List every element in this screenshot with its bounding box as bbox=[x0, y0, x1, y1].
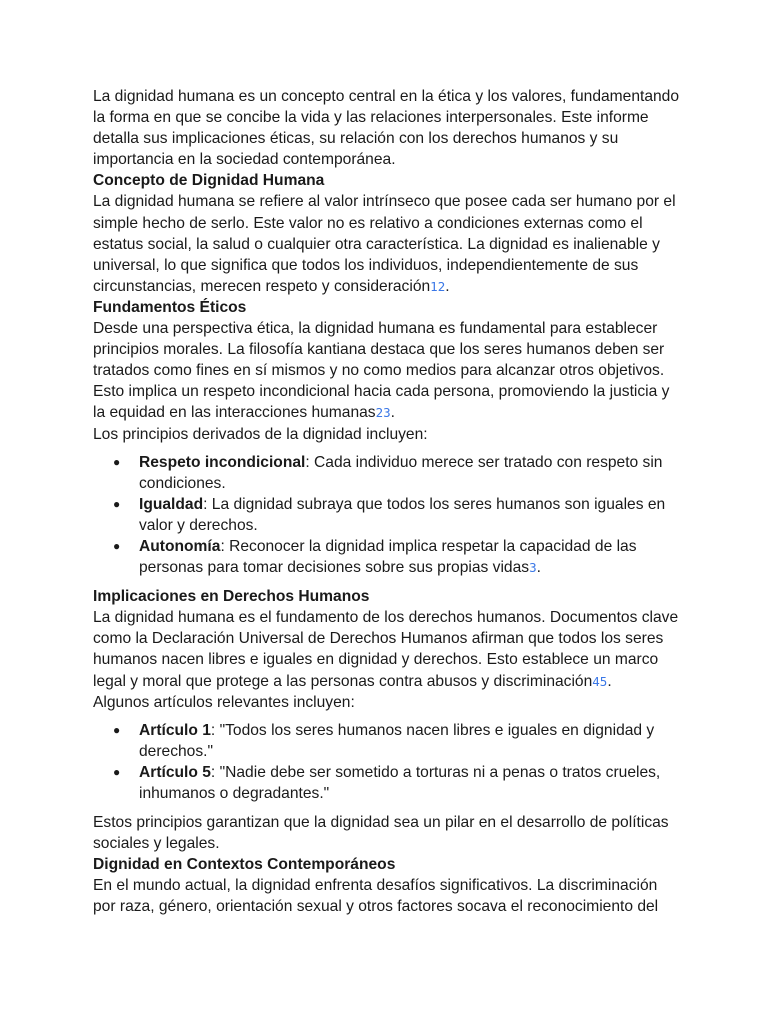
principles-list bbox=[93, 452, 683, 579]
concept-text: La dignidad humana se refiere al valor intrínseco que posee cada ser humano por el simple hecho de serlo. Este valor no es relativo a condiciones externas como el estatus social, la salud o cualquier otra característica. La dignidad es inalienable y universal, lo que significa que todos los individuos, independientemente de sus circunstancias, merecen respeto y consideración bbox=[93, 193, 676, 295]
rights-closing: Estos principios garantizan que la dignidad sea un pilar en el desarrollo de políticas sociales y legales. bbox=[93, 814, 669, 853]
citation-link[interactable]: 12 bbox=[430, 278, 446, 294]
list-item-term: Artículo 5 bbox=[139, 763, 211, 781]
list-item bbox=[93, 720, 683, 762]
list-item-term: Respeto incondicional bbox=[139, 453, 306, 471]
ethics-paragraph bbox=[93, 318, 683, 423]
heading-rights: Implicaciones en Derechos Humanos bbox=[93, 588, 370, 606]
ethics-list-intro: Los principios derivados de la dignidad incluyen: bbox=[93, 425, 428, 443]
concept-paragraph bbox=[93, 191, 683, 296]
list-item-desc: : "Nadie debe ser sometido a torturas ni a penas o tratos crueles, inhumanos o degradantes." bbox=[139, 763, 661, 802]
citation-link[interactable]: 3 bbox=[529, 560, 537, 576]
intro-paragraph: La dignidad humana es un concepto central en la ética y los valores, fundamentando la forma en que se concibe la vida y las relaciones interpersonales. Este informe detalla sus implicaciones éticas, su relación con los derechos humanos y su importancia en la sociedad contemporánea. bbox=[93, 88, 680, 169]
rights-paragraph bbox=[93, 607, 683, 691]
list-item bbox=[93, 536, 683, 578]
rights-text: La dignidad humana es el fundamento de los derechos humanos. Documentos clave como la Declaración Universal de Derechos Humanos afirman que todos los seres humanos nacen libres e iguales en dignidad y derechos. Esto establece un marco legal y moral que protege a las personas contra abusos y discriminación bbox=[93, 609, 679, 690]
ethics-text: Desde una perspectiva ética, la dignidad humana es fundamental para establecer principios morales. La filosofía kantiana destaca que los seres humanos deben ser tratados como fines en sí mismos y no como medios para alcanzar otros objetivos. Esto implica un respeto incondicional hacia cada persona, promoviendo la justicia y la equidad en las interacciones humanas bbox=[93, 320, 670, 422]
list-item-term: Igualdad bbox=[139, 495, 204, 513]
list-item bbox=[93, 762, 683, 804]
document-page bbox=[93, 86, 683, 918]
heading-contemporary: Dignidad en Contextos Contemporáneos bbox=[93, 856, 396, 874]
rights-list-intro: Algunos artículos relevantes incluyen: bbox=[93, 693, 355, 711]
list-item-end: . bbox=[536, 559, 541, 577]
articles-list bbox=[93, 720, 683, 804]
list-item-term: Artículo 1 bbox=[139, 721, 211, 739]
ethics-end: . bbox=[390, 404, 396, 422]
list-item-term: Autonomía bbox=[139, 537, 221, 555]
list-item-desc: : Cada individuo merece ser tratado con respeto sin condiciones. bbox=[139, 453, 663, 492]
citation-link[interactable]: 45 bbox=[592, 673, 608, 689]
heading-ethics: Fundamentos Éticos bbox=[93, 298, 247, 316]
contemporary-paragraph: En el mundo actual, la dignidad enfrenta desafíos significativos. La discriminación por raza, género, orientación sexual y otros factores socava el reconocimiento del bbox=[93, 877, 659, 916]
concept-end: . bbox=[445, 277, 450, 295]
citation-link[interactable]: 23 bbox=[375, 405, 391, 421]
list-item-desc: : Reconocer la dignidad implica respetar la capacidad de las personas para tomar decisiones sobre sus propias vidas bbox=[139, 537, 637, 577]
list-item-desc: : "Todos los seres humanos nacen libres e iguales en dignidad y derechos." bbox=[139, 721, 655, 760]
heading-concept: Concepto de Dignidad Humana bbox=[93, 172, 325, 190]
list-item bbox=[93, 452, 683, 494]
rights-end: . bbox=[607, 672, 612, 690]
list-item bbox=[93, 494, 683, 536]
list-item-desc: : La dignidad subraya que todos los seres humanos son iguales en valor y derechos. bbox=[139, 495, 666, 534]
